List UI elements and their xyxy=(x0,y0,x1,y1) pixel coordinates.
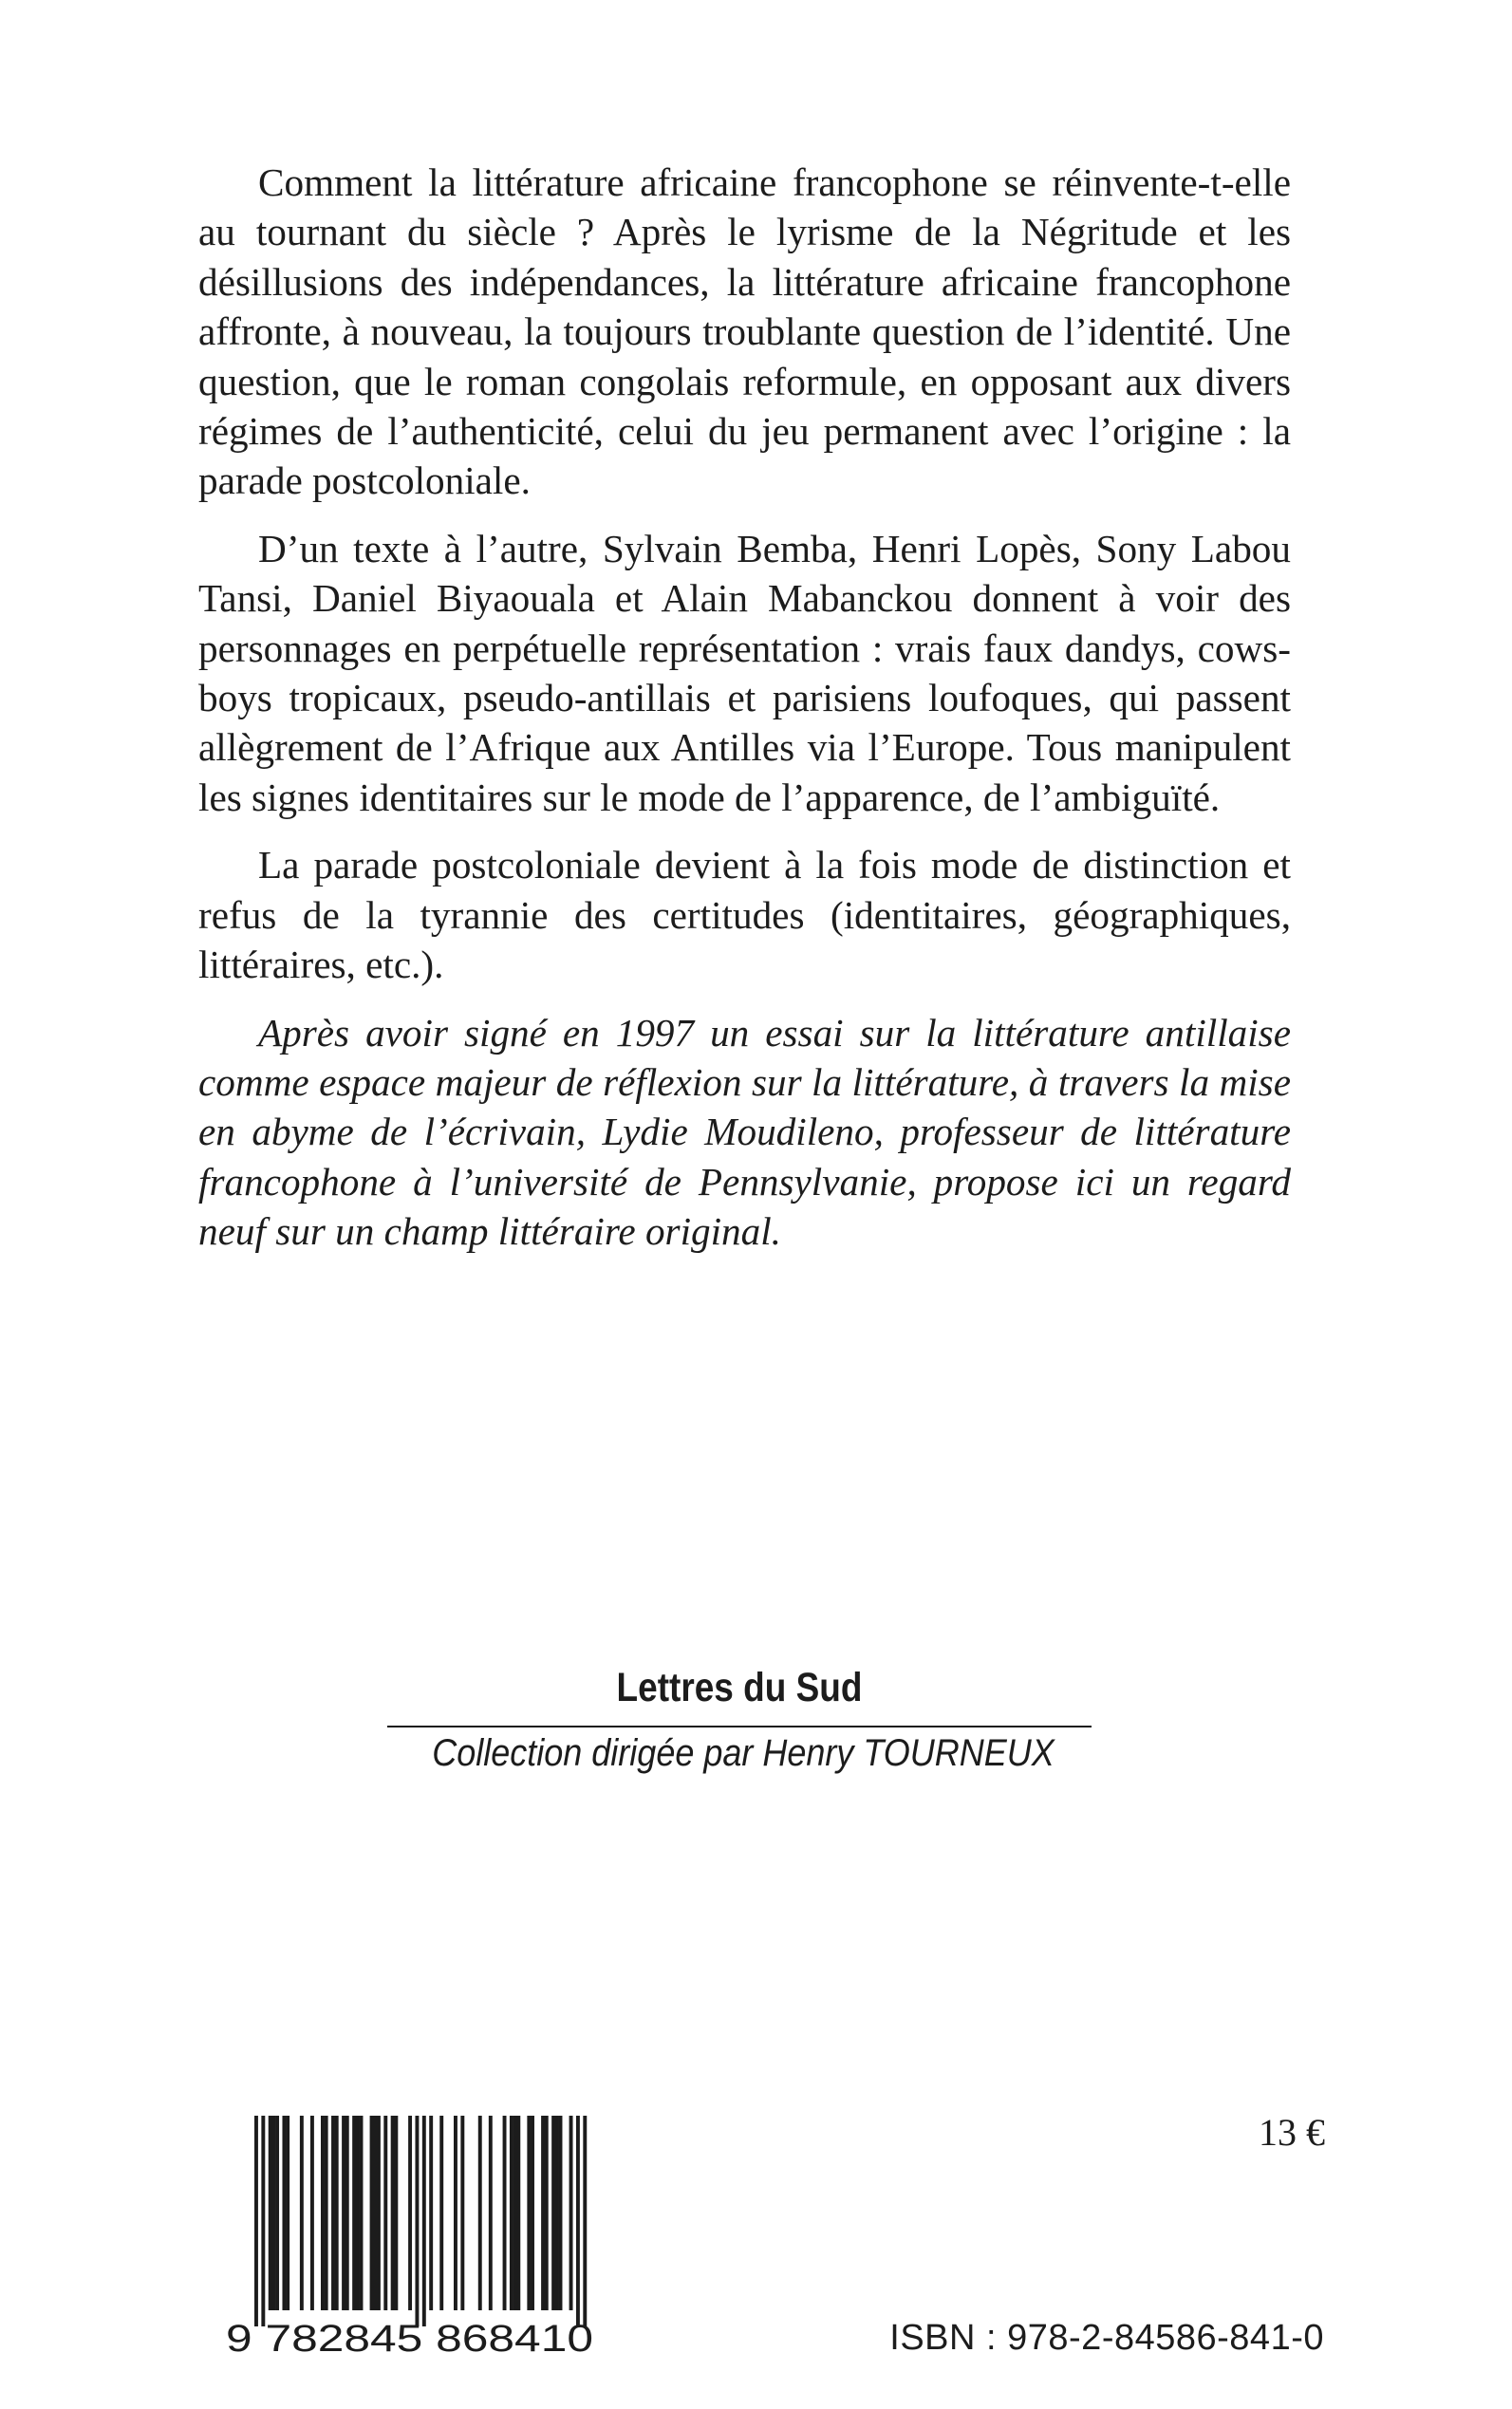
barcode-graphic xyxy=(226,2116,593,2358)
barcode-bar xyxy=(360,2116,364,2310)
barcode-bar xyxy=(555,2116,559,2310)
barcode-bar xyxy=(373,2116,377,2310)
barcode-bar xyxy=(541,2116,545,2310)
barcode-bar xyxy=(408,2116,412,2310)
barcode xyxy=(226,2116,593,2358)
series-block xyxy=(387,1659,1092,1727)
blurb-paragraph-1: Comment la littérature africaine francophone se réinvente-t-elle au tournant du siècle ? Après le lyrisme de la Négritude et les désillusions des indépendances, la littérature africaine francophone affronte, à nouveau, la toujours troublante question de l’identité. Une question, que le roman congolais reformule, en opposant aux divers régimes de l’authenticité, celui du jeu permanent avec l’origine : la parade postcoloniale. xyxy=(198,160,1291,503)
barcode-bar xyxy=(335,2116,339,2310)
barcode-bar xyxy=(503,2116,507,2310)
barcode-bar xyxy=(269,2116,272,2310)
barcode-bar xyxy=(321,2116,325,2310)
barcode-bar xyxy=(429,2116,433,2310)
barcode-bar xyxy=(415,2116,419,2326)
barcode-bar xyxy=(275,2116,279,2310)
barcode-bar xyxy=(391,2116,395,2310)
barcode-digits: 9 782845 868410 xyxy=(226,2318,593,2358)
barcode-bar xyxy=(516,2116,520,2310)
back-cover-blurb xyxy=(198,158,1291,1275)
barcode-bar xyxy=(345,2116,349,2310)
barcode-bar xyxy=(383,2116,387,2310)
barcode-bar xyxy=(559,2116,563,2310)
author-note: Après avoir signé en 1997 un essai sur la littérature antillaise comme espace majeur de réflexion sur la littérature, à travers la mise en abyme de l’écrivain, Lydie Moudileno, professeur de littérature francophone à l’université de Pennsylvanie, propose ici un regard neuf sur un champ littéraire original. xyxy=(198,1010,1291,1254)
barcode-bar xyxy=(325,2116,328,2310)
barcode-bar xyxy=(569,2116,573,2310)
barcode-bar xyxy=(583,2116,587,2326)
barcode-bar xyxy=(271,2116,275,2310)
barcode-bar xyxy=(551,2116,555,2310)
barcode-bar xyxy=(282,2116,286,2310)
isbn-label: ISBN : 978-2-84586-841-0 xyxy=(889,2318,1324,2358)
barcode-bar xyxy=(261,2116,265,2326)
barcode-bar xyxy=(300,2116,304,2310)
barcode-bar xyxy=(439,2116,443,2310)
barcode-bar xyxy=(531,2116,534,2310)
barcode-bar xyxy=(331,2116,335,2310)
barcode-bar xyxy=(370,2116,374,2310)
barcode-bar xyxy=(356,2116,360,2310)
barcode-bar xyxy=(527,2116,531,2310)
barcode-bar xyxy=(545,2116,549,2310)
blurb-paragraph-2: D’un texte à l’autre, Sylvain Bemba, Henri Lopès, Sony Labou Tansi, Daniel Biyaouala et Alain Mabanckou donnent à voir des personnages en perpétuelle représentation : vrais faux dandys, cows-boys tropicaux, pseudo-antillais et parisiens loufoques, qui passent allègrement de l’Afrique aux Antilles via l’Europe. Tous manipulent les signes identitaires sur le mode de l’apparence, de l’ambiguïté. xyxy=(198,526,1291,819)
barcode-bar xyxy=(478,2116,482,2310)
barcode-bar xyxy=(510,2116,513,2310)
barcode-bar xyxy=(422,2116,426,2326)
barcode-bar xyxy=(352,2116,356,2310)
series-title: Lettres du Sud xyxy=(616,1665,863,1710)
barcode-bar xyxy=(513,2116,517,2310)
barcode-bars xyxy=(254,2116,587,2326)
barcode-bar xyxy=(454,2116,457,2310)
barcode-bar xyxy=(377,2116,381,2310)
barcode-bar xyxy=(460,2116,464,2310)
barcode-bar xyxy=(394,2116,398,2310)
barcode-bar xyxy=(286,2116,289,2310)
barcode-bar xyxy=(489,2116,493,2310)
barcode-bar xyxy=(576,2116,580,2326)
barcode-bar xyxy=(310,2116,314,2310)
barcode-bar xyxy=(254,2116,258,2326)
blurb-paragraph-3: La parade postcoloniale devient à la fois mode de distinction et refus de la tyrannie des certitudes (identitaires, géographiques, littéraires, etc.). xyxy=(198,843,1291,987)
price-label: 13 € xyxy=(1259,2111,1325,2154)
series-director: Collection dirigée par Henry TOURNEUX xyxy=(432,1732,1055,1774)
barcode-bar xyxy=(342,2116,345,2310)
